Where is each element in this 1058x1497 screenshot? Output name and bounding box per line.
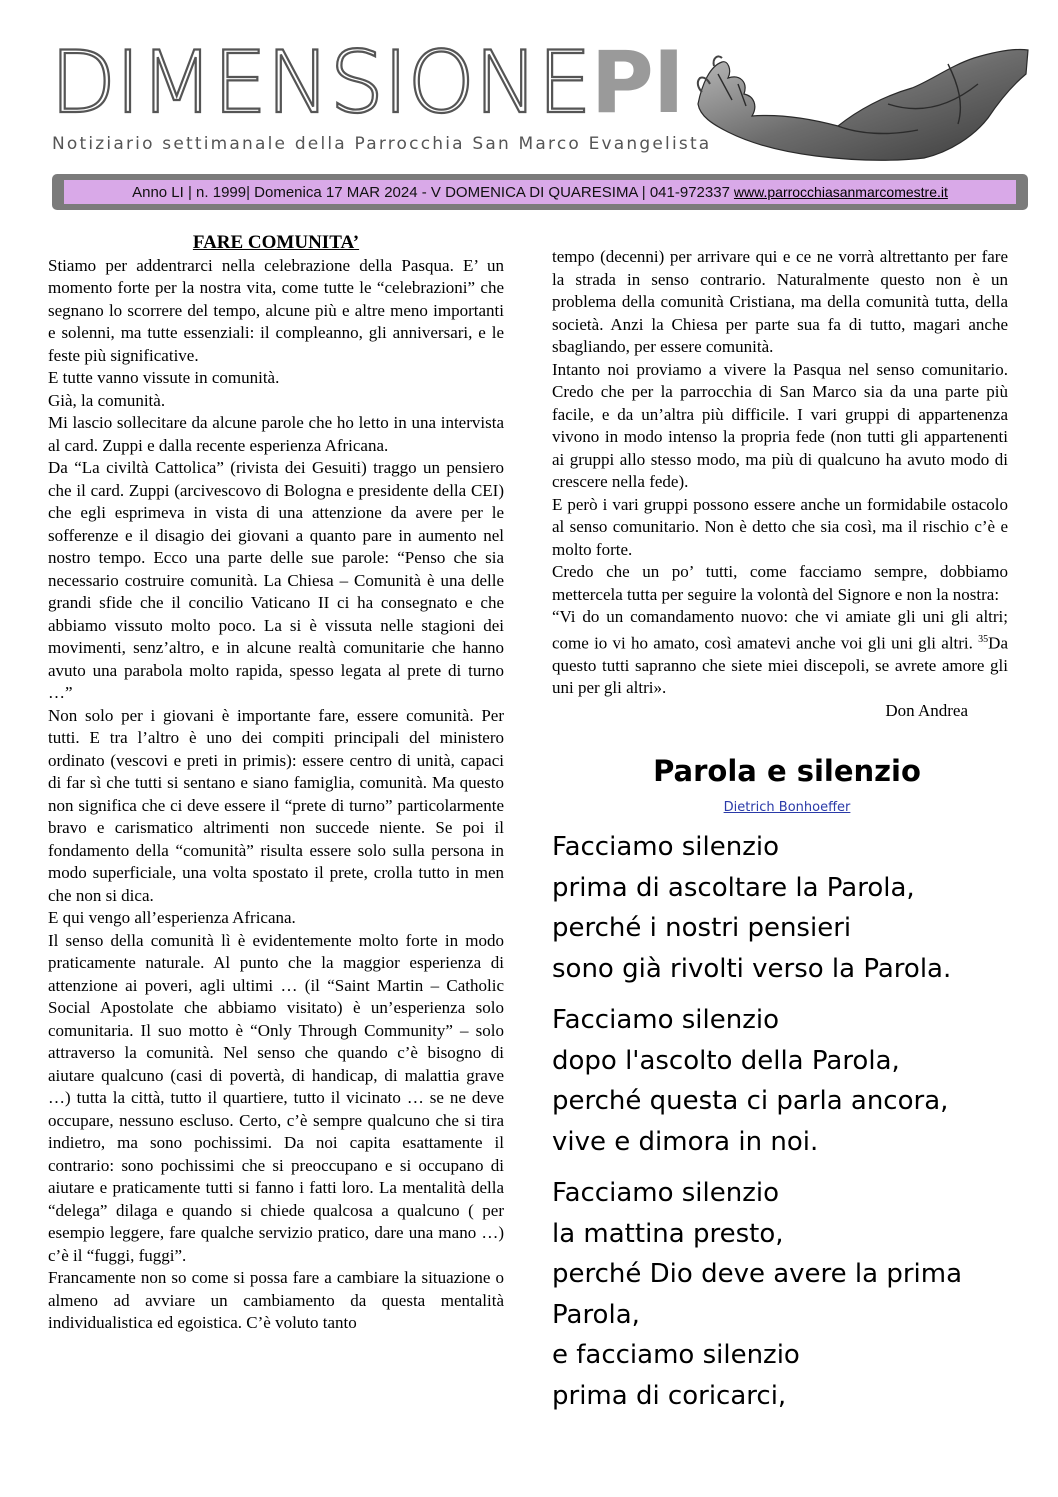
article-paragraph: Non solo per i giovani è importante fare, essere comunità. Per tutti. E tra l’altro è uno dei compiti principali del ministero ordinato (vescovi e preti in primis): essere centro di unità, capaci di far sì che tutti si sentano e siano famiglia, comunità. Ma questo non significa che ci deve essere il “prete di turno” particolarmente bravo e carismatico altrimenti non succede niente. Se poi il fondamento della “comunità” risulta essere solo sulla persona in modo superficiale, una volta spostato il prete, crolla tutto in men che non si dica. [48, 705, 504, 905]
article-paragraph: Da “La civiltà Cattolica” (rivista dei Gesuiti) traggo un pensiero che il card. Zuppi (arcivescovo di Bologna e presidente della CEI) che egli esprimeva in vista di una attenzione da avere per le sofferenze e il disagio dei giovani a quanto pare in aumento nel nostro tempo. Ecco una parte delle sue parole: “Penso che sia necessario costruire comunità. La Chiesa – Comunità è una delle grandi sfide che il concilio Vaticano II ci ha consegnato e che abbiamo vissuto molto poco. La si è vissuta nelle stagioni dei movimenti, senz’altro, e in alcune realtà comunitarie che hanno avuto una parabola molto rapida, spesso legata al prete di turno …” [48, 458, 504, 702]
article-paragraph: Stiamo per addentrarci nella celebrazione della Pasqua. E’ un momento forte per la nostra vita, come tutte le “celebrazioni” che segnano lo scorrere del tempo, alcune più e altre meno importanti e solenni, ma tutte essenziali: il compleanno, gli anniversari, e le feste più significative. [48, 255, 504, 365]
poem-stanza [552, 1173, 1022, 1416]
article-paragraph: E qui vengo all’esperienza Africana. [48, 908, 296, 927]
poem-line: Parola, [552, 1299, 640, 1330]
verse-number: 35 [978, 633, 989, 645]
brand-bold: PI [590, 33, 684, 133]
article-right-column [552, 246, 1008, 722]
poem-stanza [552, 827, 1022, 989]
poem-title: Parola e silenzio [653, 754, 921, 788]
article-paragraph: tempo (decenni) per arrivare qui e ce ne vorrà altrettanto per fare la strada in senso contrario. Naturalmente questo non è un problema della comunità Cristiana, ma della comunità tutta, della società. Anzi la Chiesa per parte sua fa di tutto, magari anche sbagliando, per essere comunità. [552, 247, 1008, 356]
poem-author-link[interactable]: Dietrich Bonhoeffer [723, 800, 851, 815]
poem-stanza [552, 1000, 1022, 1162]
poem-line: Facciamo silenzio [552, 1178, 779, 1208]
poem-line: sono già rivolti verso la Parola. [552, 953, 952, 984]
poem-line: prima di coricarci, [552, 1380, 787, 1411]
poem-line: la mattina presto, [552, 1218, 784, 1249]
poem-line: Facciamo silenzio [552, 1005, 779, 1035]
info-bar [52, 174, 1028, 210]
poem-section [552, 754, 1022, 1416]
poem-line: perché Dio deve avere la prima [552, 1259, 963, 1289]
quote-text: “Vi do un comandamento nuovo: che vi amiate gli uni gli altri; come io vi ho amato, così amatevi anche voi gli uni gli altri. [552, 607, 1008, 653]
article-paragraph: E tutte vanno vissute in comunità. [48, 368, 280, 387]
article-paragraph: Mi lascio sollecitare da alcune parole che ho letto in una intervista al card. Zuppi e dalla recente esperienza Africana. [48, 413, 504, 455]
statue-image [688, 44, 1030, 162]
poem-line: prima di ascoltare la Parola, [552, 872, 915, 903]
poem-line: perché i nostri pensieri [552, 913, 852, 943]
brand-logo [50, 33, 684, 133]
signature: Don Andrea [885, 700, 968, 720]
article-left-column [48, 232, 504, 1335]
article-title: FARE COMUNITA’ [192, 232, 360, 253]
poem-line: perché questa ci parla ancora, [552, 1086, 949, 1116]
tagline: Notiziario settimanale della Parrocchia San Marco Evangelista [52, 134, 712, 154]
article-paragraph: Il senso della comunità lì è evidentemente molto forte in modo praticamente naturale. Al punto che la maggior esperienza di attenzione ai poveri, agli ultimi … (il “Saint Martin – Catholic Social Apostolate che abbiamo visitato) è un’esperienza solo comunitaria. Il suo motto è “Only Through Community” – solo attraverso la comunità. Nel senso che quando c’è bisogno di aiutare qualcuno (casi di povertà, di handicap, di malattia grave …) tutta la città, tutto il quartiere, tutto il vicinato … se ne deve occupare, nessuno escluso. Certo, c’è sempre qualcuno che si tira indietro, ma sono pochissimi. Da noi capita esattamente il contrario: sono pochissimi che si preoccupano e si occupano di aiutare e praticamente tutti si fanno i fatti loro. La mentalità della “delega” dilaga e quando si chiede qualcosa a qualcuno ( per esempio leggere, fare qualche servizio pratico, dare una mano …) c’è il “fuggi, fuggi”. [48, 930, 504, 1265]
poem-line: vive e dimora in noi. [552, 1126, 819, 1157]
article-paragraph: Intanto noi proviamo a vivere la Pasqua nel senso comunitario. Credo che per la parrocchia di San Marco sia da una parte più facile, e da un’altra più difficile. I vari gruppi di appartenenza vivono in modo intenso la propria fede (non tutti gli appartenenti ai gruppi allo stesso modo, ma più di qualcuno ha avuto modo di crescere nella fede). [552, 359, 1008, 491]
article-paragraph: Francamente non so come si possa fare a cambiare la situazione o almeno ad avviare un cambiamento da questa mentalità individualistica ed egoistica. C’è voluto tanto [48, 1268, 504, 1332]
brand-light: DIMENSIONE [50, 33, 591, 133]
website-link[interactable]: www.parrocchiasanmarcomestre.it [733, 184, 948, 200]
poem-line: Facciamo silenzio [552, 832, 779, 862]
masthead [50, 33, 712, 158]
poem-line: dopo l'ascolto della Parola, [552, 1045, 900, 1076]
article-paragraph: Credo che un po’ tutti, come facciamo sempre, dobbiamo mettercela tutta per seguire la volontà del Signore e non la nostra: [552, 562, 1008, 604]
info-bar-content [64, 180, 1016, 204]
quote-text: Da questo tutti sapranno che siete miei discepoli, se avrete amore gli uni per gli altri». [552, 633, 1008, 698]
article-paragraph: Già, la comunità. [48, 390, 166, 410]
gospel-quote [552, 606, 1008, 700]
article-paragraph: E però i vari gruppi possono essere anche un formidabile ostacolo al senso comunitario. Non è detto che sia così, ma il rischio c’è e molto forte. [552, 494, 1008, 559]
poem-line: e facciamo silenzio [552, 1340, 800, 1370]
issue-info: Anno LI | n. 1999| Domenica 17 MAR 2024 - V DOMENICA DI QUARESIMA | 041-972337 [132, 183, 730, 201]
